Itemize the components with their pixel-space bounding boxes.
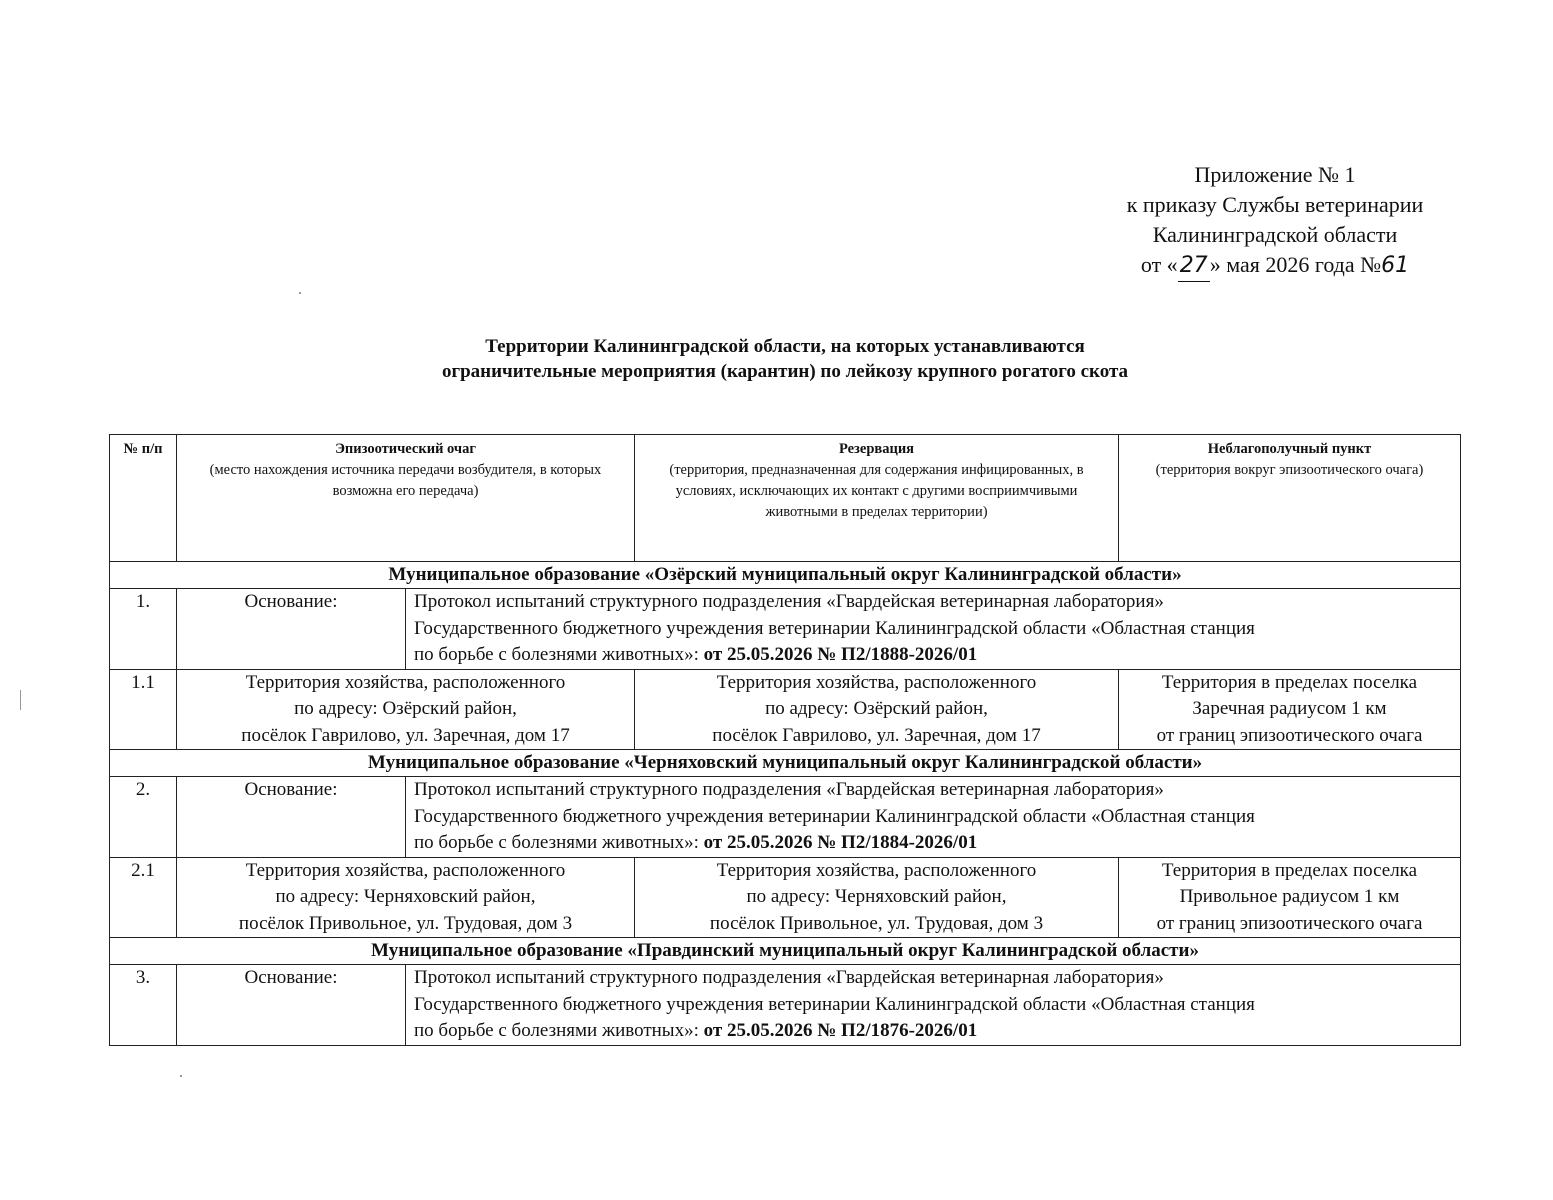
table-header-row	[110, 435, 1461, 562]
handwritten-order-number: 61	[1381, 253, 1410, 278]
document-title	[110, 334, 1460, 384]
title-line-1: Территории Калининградской области, на которых устанавливаются	[485, 336, 1085, 357]
protocol-ref: от 25.05.2026 № П2/1884-2026/01	[703, 832, 978, 853]
header-point: Неблагополучный пункт (территория вокруг эпизоотического очага)	[1119, 435, 1461, 562]
basis-row: 1. Основание: Протокол испытаний структурного подразделения «Гвардейская ветеринарная лаборатория» Государственного бюджетного учреждения ветеринарии Калининградской области «Областная станция по борьбе с болезнями животных»: от 25.05.2026 № П2/1888-2026/01	[110, 589, 1461, 670]
municipality-row: Муниципальное образование «Правдинский муниципальный округ Калининградской области»	[110, 938, 1461, 965]
basis-text: Протокол испытаний структурного подразделения «Гвардейская ветеринарная лаборатория» Государственного бюджетного учреждения ветеринарии Калининградской области «Областная станция по борьбе с болезнями животных»: от 25.05.2026 № П2/1888-2026/01	[406, 589, 1461, 670]
municipality-row: Муниципальное образование «Озёрский муниципальный округ Калининградской области»	[110, 562, 1461, 589]
protocol-ref: от 25.05.2026 № П2/1876-2026/01	[703, 1020, 978, 1041]
appendix-line-3: Калининградской области	[1152, 222, 1398, 247]
basis-row: 3. Основание: Протокол испытаний структурного подразделения «Гвардейская ветеринарная лаборатория» Государственного бюджетного учреждения ветеринарии Калининградской области «Областная станция по борьбе с болезнями животных»: от 25.05.2026 № П2/1876-2026/01	[110, 965, 1461, 1046]
appendix-line-2: к приказу Службы ветеринарии	[1126, 192, 1424, 217]
date-middle: » мая 2026 года №	[1209, 252, 1382, 277]
protocol-ref: от 25.05.2026 № П2/1888-2026/01	[703, 644, 978, 665]
appendix-line-1: Приложение № 1	[1194, 162, 1356, 187]
reservation-cell: Территория хозяйства, расположенного по адресу: Черняховский район, посёлок Привольное, ул. Трудовая, дом 3	[635, 857, 1119, 938]
point-cell: Территория в пределах поселка Привольное радиусом 1 км от границ эпизоотического очага	[1119, 857, 1461, 938]
reservation-cell: Территория хозяйства, расположенного по адресу: Озёрский район, посёлок Гаврилово, ул. Заречная, дом 17	[635, 669, 1119, 750]
table-row: 1.1 Территория хозяйства, расположенного по адресу: Озёрский район, посёлок Гаврилово, ул. Заречная, дом 17 Территория хозяйства, расположенного по адресу: Озёрский район, посёлок Гаврилово, ул. Заречная, дом 17 Территория в пределах поселка Заречная радиусом 1 км от границ эпизоотического очага	[110, 669, 1461, 750]
basis-text: Протокол испытаний структурного подразделения «Гвардейская ветеринарная лаборатория» Государственного бюджетного учреждения ветеринарии Калининградской области «Областная станция по борьбе с болезнями животных»: от 25.05.2026 № П2/1876-2026/01	[406, 965, 1461, 1046]
scan-speck	[299, 292, 301, 294]
header-reservation: Резервация (территория, предназначенная для содержания инфицированных, в условиях, исключающих их контакт с другими восприимчивыми животными в пределах территории)	[635, 435, 1119, 562]
header-focus: Эпизоотический очаг (место нахождения источника передачи возбудителя, в которых возможна его передача)	[177, 435, 635, 562]
date-prefix: от «	[1140, 252, 1178, 277]
scan-mark	[20, 690, 21, 710]
quarantine-table	[109, 434, 1461, 1046]
handwritten-day: 27	[1178, 251, 1210, 282]
title-line-2: ограничительные мероприятия (карантин) по лейкозу крупного рогатого скота	[441, 361, 1129, 382]
scan-speck	[180, 1075, 182, 1077]
focus-cell: Территория хозяйства, расположенного по адресу: Озёрский район, посёлок Гаврилово, ул. Заречная, дом 17	[177, 669, 635, 750]
table-row: 2.1 Территория хозяйства, расположенного по адресу: Черняховский район, посёлок Привольное, ул. Трудовая, дом 3 Территория хозяйства, расположенного по адресу: Черняховский район, посёлок Привольное, ул. Трудовая, дом 3 Территория в пределах поселка Привольное радиусом 1 км от границ эпизоотического очага	[110, 857, 1461, 938]
focus-cell: Территория хозяйства, расположенного по адресу: Черняховский район, посёлок Привольное, ул. Трудовая, дом 3	[177, 857, 635, 938]
basis-row: 2. Основание: Протокол испытаний структурного подразделения «Гвардейская ветеринарная лаборатория» Государственного бюджетного учреждения ветеринарии Калининградской области «Областная станция по борьбе с болезнями животных»: от 25.05.2026 № П2/1884-2026/01	[110, 777, 1461, 858]
point-cell: Территория в пределах поселка Заречная радиусом 1 км от границ эпизоотического очага	[1119, 669, 1461, 750]
basis-text: Протокол испытаний структурного подразделения «Гвардейская ветеринарная лаборатория» Государственного бюджетного учреждения ветеринарии Калининградской области «Областная станция по борьбе с болезнями животных»: от 25.05.2026 № П2/1884-2026/01	[406, 777, 1461, 858]
header-num: № п/п	[110, 435, 177, 562]
appendix-header	[1085, 160, 1465, 282]
appendix-date-line	[1085, 250, 1465, 282]
municipality-row: Муниципальное образование «Черняховский муниципальный округ Калининградской области»	[110, 750, 1461, 777]
